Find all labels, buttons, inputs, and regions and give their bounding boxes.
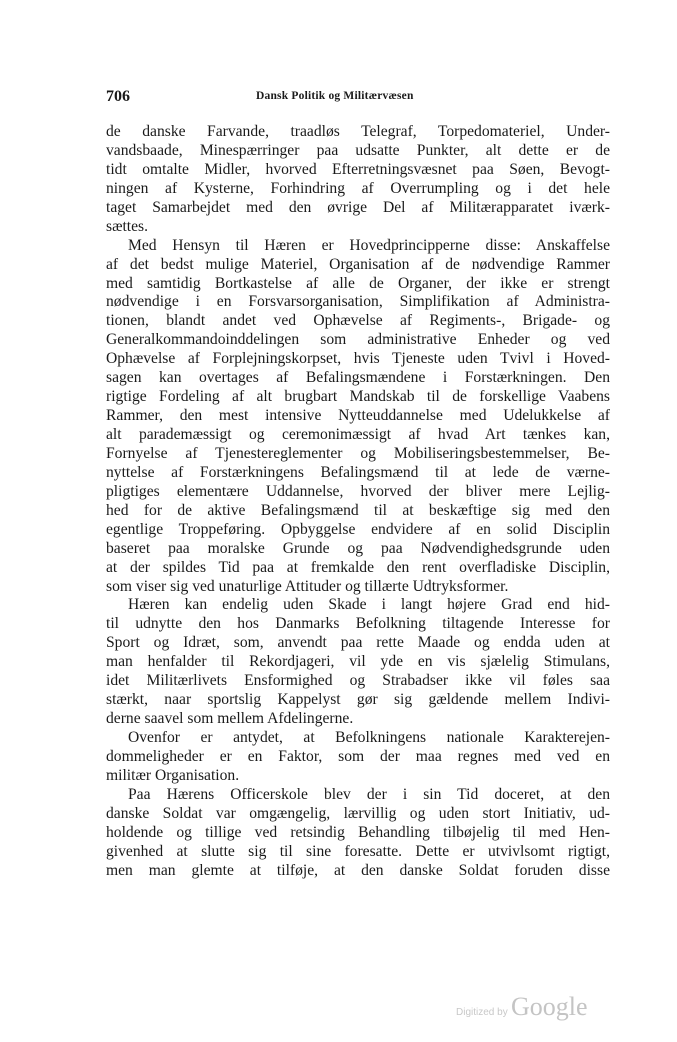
body-text (106, 123, 610, 881)
paragraph (106, 596, 610, 729)
paragraph (106, 237, 610, 597)
text-line: til udnytte den hos Danmarks Befolkning tiltagende Interesse for (106, 615, 610, 633)
running-head (106, 88, 616, 108)
text-line: man henfalder til Rekordjageri, vil yde en vis sjælelig Stimulans, (106, 653, 610, 671)
text-line: rigtige Fordeling af alt brugbart Mandskab til de forskellige Vaabens (106, 388, 610, 406)
text-line: Med Hensyn til Hæren er Hovedprincipperne disse: Anskaffelse (128, 236, 610, 254)
text-line: af det bedst mulige Materiel, Organisation af de nødvendige Rammer (106, 255, 610, 273)
text-line: pligtiges elementære Uddannelse, hvorved der bliver mere Lejlig- (106, 482, 610, 500)
text-line: dommeligheder er en Faktor, som der maa regnes med ved en (106, 747, 610, 765)
text-line: nyttelse af Forstærkningens Befalingsmænd til at lede de værne- (106, 463, 610, 481)
text-line: Generalkommandoinddelingen som administrative Enheder og ved (106, 331, 610, 349)
running-title: Dansk Politik og Militærvæsen (256, 90, 414, 102)
text-line: at der spildes Tid paa at fremkalde den rent overfladiske Disciplin, (106, 558, 610, 576)
text-line: egentlige Troppeføring. Opbyggelse endvidere af en solid Disciplin (106, 520, 610, 538)
text-line: stærkt, naar sportslig Kappelyst gør sig gældende mellem Indivi- (106, 691, 610, 709)
text-line: med samtidig Bortkastelse af alle de Organer, der ikke er strengt (106, 274, 610, 292)
text-line: som viser sig ved unaturlige Attituder og tillærte Udtryksformer. (106, 577, 509, 595)
text-line: danske Soldat var omgængelig, lærvillig og uden stort Initiativ, ud- (106, 804, 610, 822)
text-line: derne saavel som mellem Afdelingerne. (106, 710, 354, 728)
text-line: Ovenfor er antydet, at Befolkningens nationale Karakterejen- (128, 729, 610, 746)
text-line: men man glemte at tilføje, at den danske Soldat foruden disse (106, 861, 610, 879)
text-line: nødvendige i en Forsvarsorganisation, Simplifikation af Administra- (106, 293, 610, 311)
text-line: Hæren kan endelig uden Skade i langt højere Grad end hid- (128, 596, 610, 614)
text-line: givenhed at slutte sig til sine foresatte. Dette er utvivlsomt rigtigt, (106, 842, 610, 860)
paragraph (106, 729, 610, 786)
text-line: Ophævelse af Forplejningskorpset, hvis Tjeneste uden Tvivl i Hoved- (106, 350, 610, 368)
watermark-prefix: Digitized by (456, 1007, 508, 1018)
text-line: baseret paa moralske Grunde og paa Nødvendighedsgrunde uden (106, 539, 610, 557)
text-line: Rammer, den mest intensive Nytteuddannelse med Udelukkelse af (106, 407, 610, 425)
text-line: sagen kan overtages af Befalingsmændene i Forstærkningen. Den (106, 369, 610, 387)
text-line: tidt omtalte Midler, hvorved Efterretningsvæsnet paa Søen, Bevogt- (106, 160, 610, 178)
text-line: hed for de aktive Befalingsmænd til at beskæftige sig med den (106, 501, 610, 519)
text-line: sættes. (106, 217, 149, 235)
text-line: holdende og tillige ved retsindig Behandling tilbøjelig til med Hen- (106, 823, 610, 841)
text-line: idet Militærlivets Ensformighed og Strabadser ikke vil føles saa (106, 672, 610, 690)
text-line: tionen, blandt andet ved Ophævelse af Regiments-, Brigade- og (106, 312, 610, 330)
paragraph (106, 786, 610, 881)
page-number: 706 (106, 88, 130, 105)
text-line: vandsbaade, Minespærringer paa udsatte Punkter, alt dette er de (106, 141, 610, 159)
text-line: Sport og Idræt, som, anvendt paa rette Maade og endda uden at (106, 634, 610, 652)
paragraph (106, 123, 610, 237)
text-line: Fornyelse af Tjenestereglementer og Mobiliseringsbestemmelser, Be- (106, 444, 610, 462)
text-line: ningen af Kysterne, Forhindring af Overrumpling og i det hele (106, 179, 610, 197)
text-line: militær Organisation. (106, 766, 240, 784)
text-line: de danske Farvande, traadløs Telegraf, Torpedomateriel, Under- (106, 123, 610, 140)
watermark-brand: Google (511, 992, 588, 1021)
text-line: taget Samarbejdet med den øvrige Del af Militærapparatet iværk- (106, 198, 610, 216)
text-line: alt parademæssigt og ceremonimæssigt af hvad Art tænkes kan, (106, 426, 610, 443)
text-line: Paa Hærens Officerskole blev der i sin Tid doceret, at den (128, 785, 610, 803)
